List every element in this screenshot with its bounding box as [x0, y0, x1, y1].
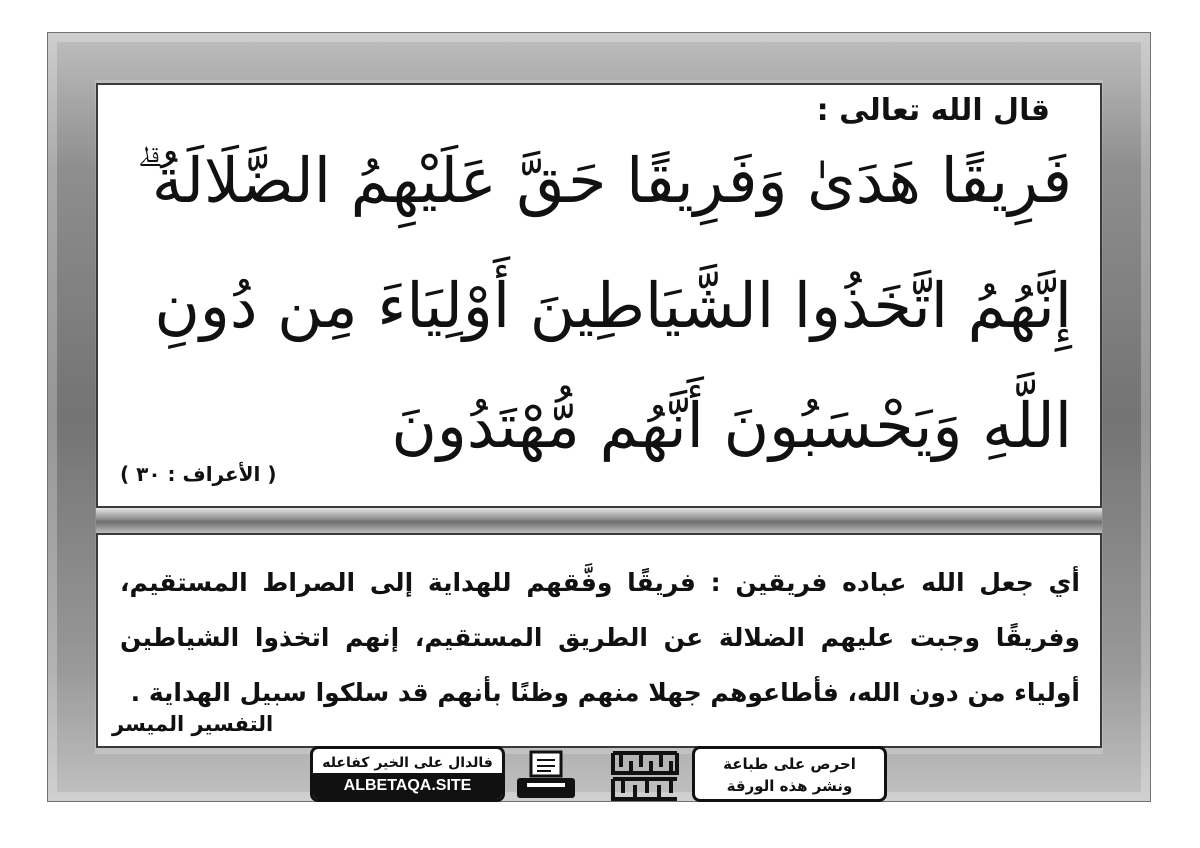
footer-print-line-1: احرص على طباعة — [723, 755, 856, 773]
tafsir-text: أي جعل الله عباده فريقين : فريقًا وفَّقهم للهداية إلى الصراط المستقيم، وفريقًا وجبت عليهم الضلالة عن الطريق المستقيم، إنهم اتخذوا الشياطين أولياء من دون الله، فأطاعوهم جهلا منهم وظنًا بأنهم قد سلكوا سبيل الهداية . — [120, 568, 1080, 707]
footer-website-box — [310, 746, 505, 802]
verse-line-1: فَرِيقًا هَدَىٰ وَفَرِيقًا حَقَّ عَلَيْهِمُ الضَّلَالَةُ ۗ — [136, 144, 1072, 217]
verse-intro: قال الله تعالى : — [816, 93, 1050, 128]
verse-line-3: اللَّهِ وَيَحْسَبُونَ أَنَّهُم مُّهْتَدُونَ — [391, 389, 1072, 462]
dawatuna-logo — [605, 747, 685, 803]
footer-print-line-2: ونشر هذه الورقة — [726, 777, 853, 795]
tafsir-source: التفسير الميسر — [112, 712, 274, 736]
footer-url[interactable]: ALBETAQA.SITE — [313, 773, 502, 799]
panel-divider — [96, 508, 1102, 533]
footer-print-box — [692, 746, 887, 802]
verse-reference: ( الأعراف : ٣٠ ) — [120, 462, 277, 486]
footer-proverb: فالدال على الخير كفاعله — [322, 755, 493, 771]
verse-line-2: إِنَّهُمُ اتَّخَذُوا الشَّيَاطِينَ أَوْلِيَاءَ مِن دُونِ — [154, 269, 1072, 342]
printer-icon — [515, 750, 577, 802]
